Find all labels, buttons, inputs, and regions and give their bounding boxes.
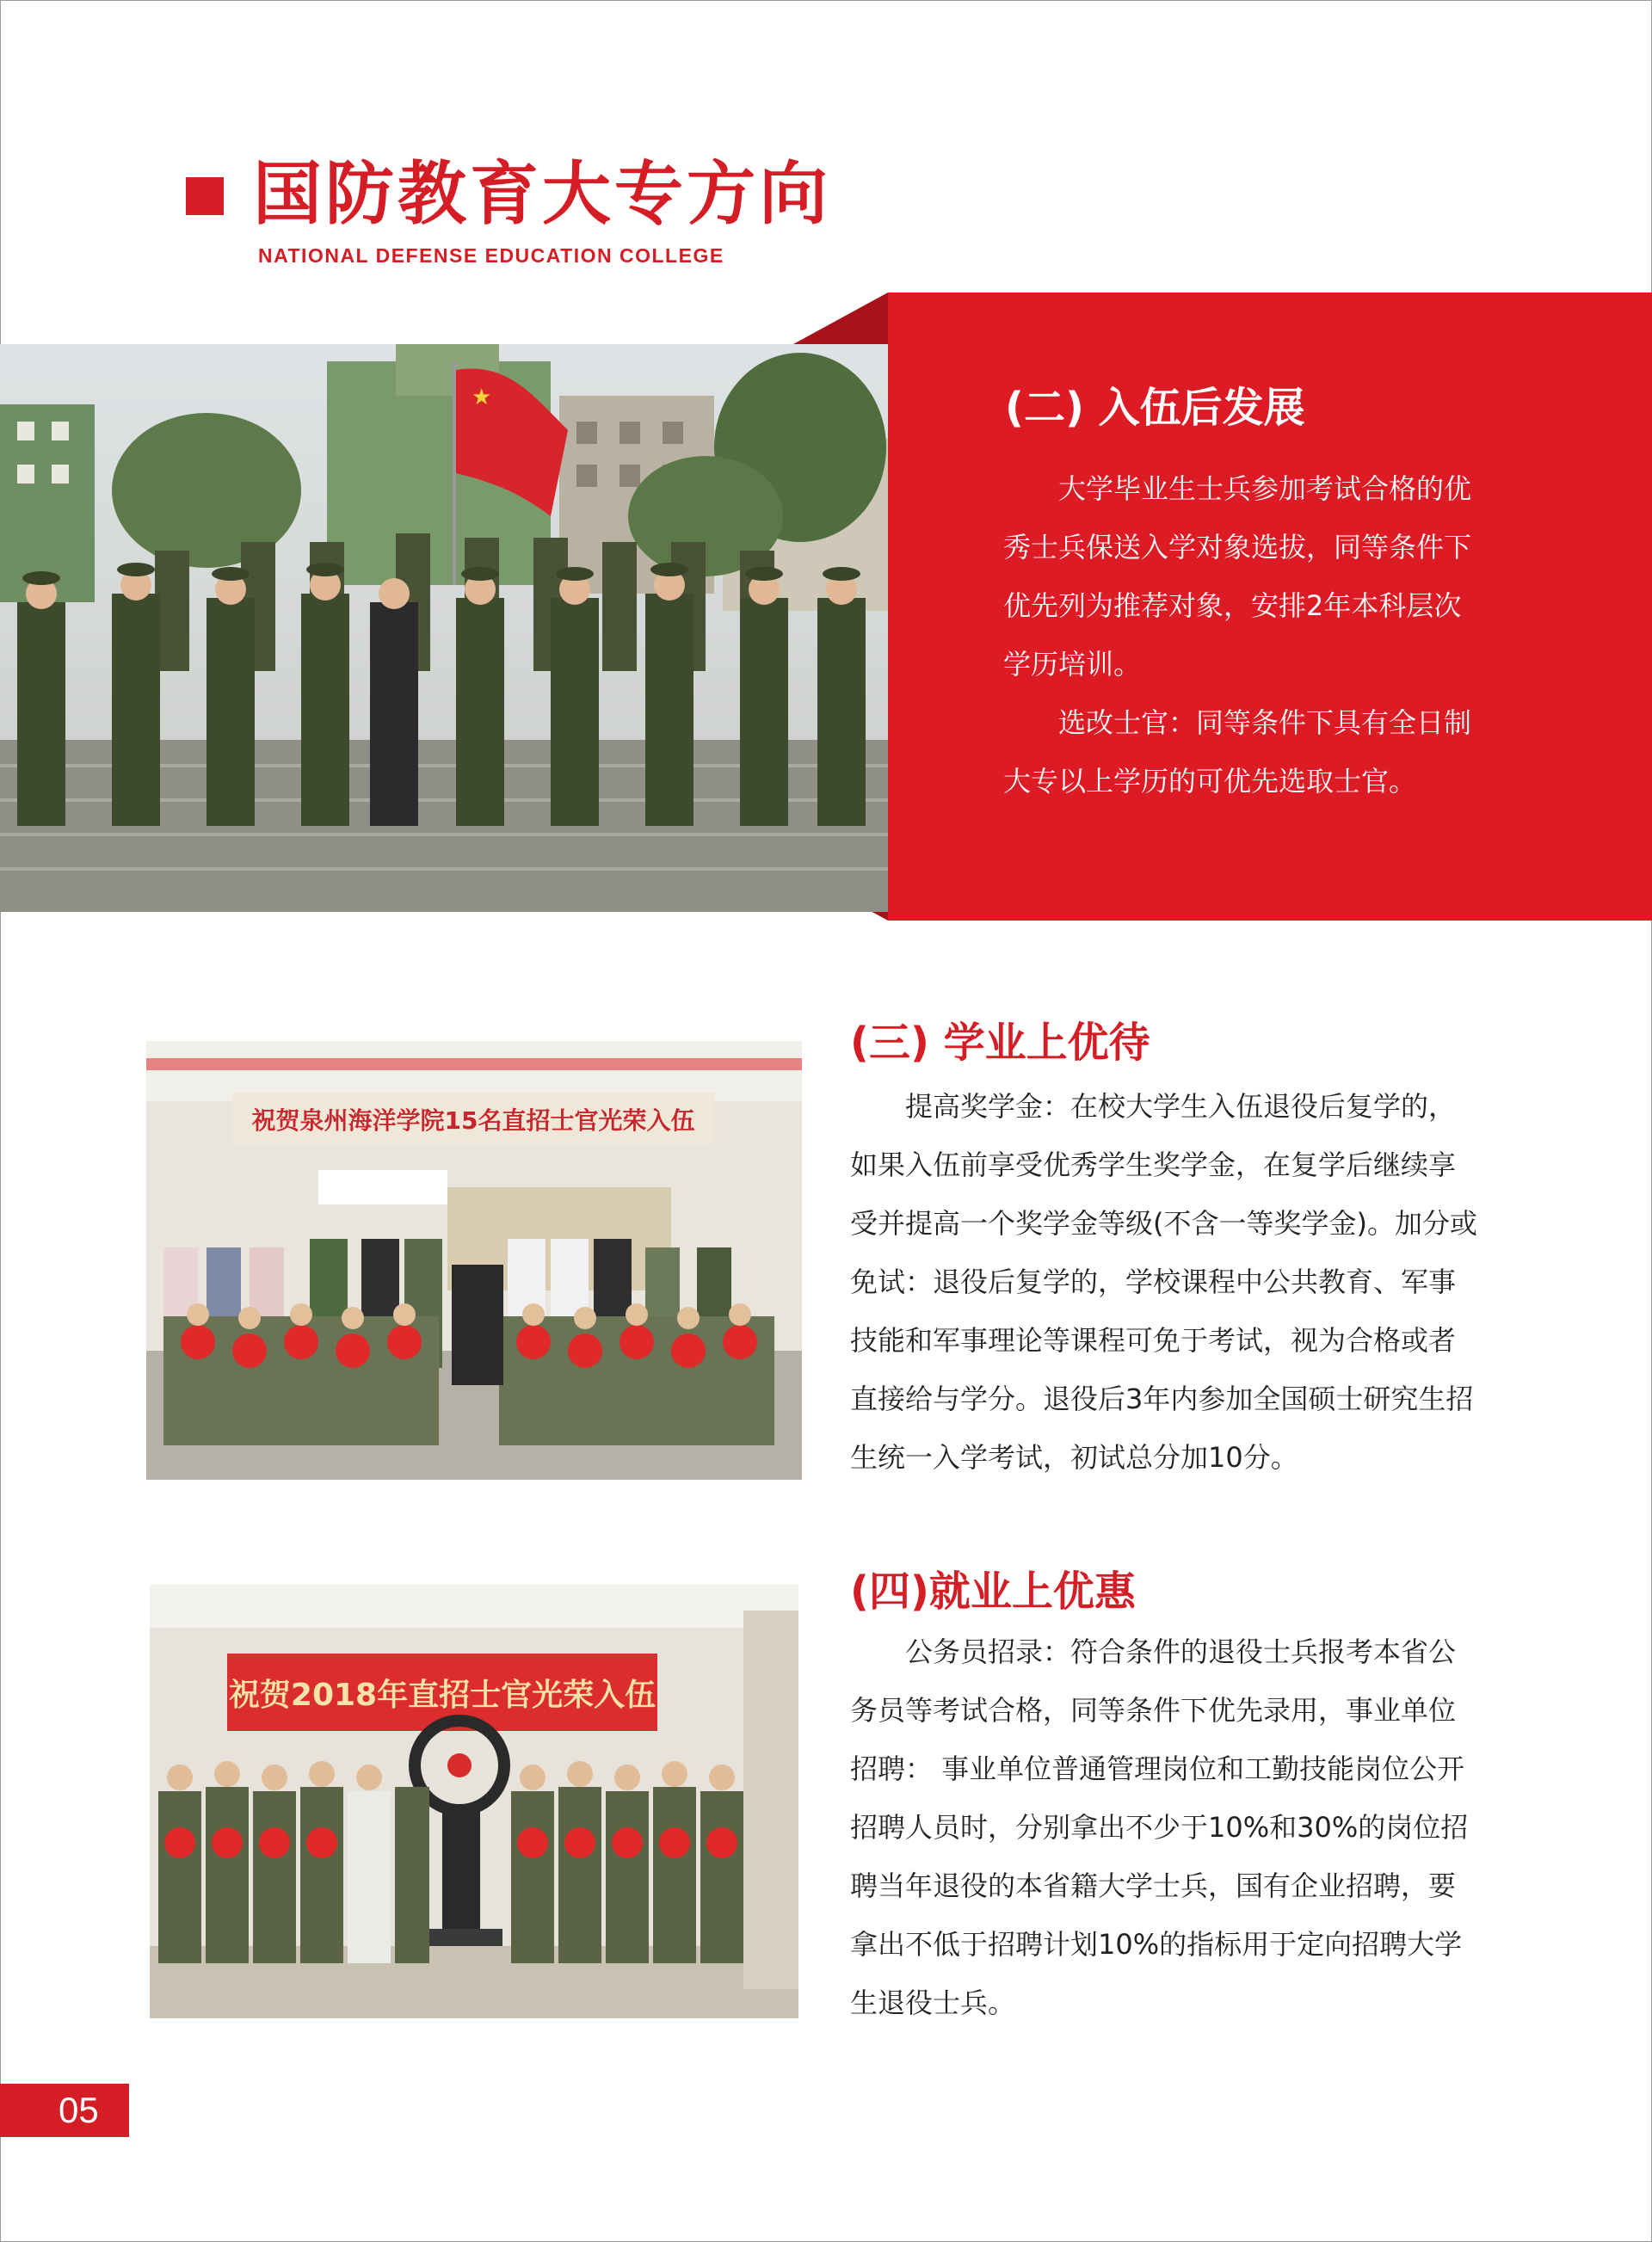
section-4-line: 聘当年退役的本省籍大学士兵，国有企业招聘，要 — [850, 1869, 1457, 1902]
page-subtitle: NATIONAL DEFENSE EDUCATION COLLEGE — [258, 244, 724, 267]
section-4-line: 招聘人员时，分别拿出不少于10%和30%的岗位招 — [850, 1811, 1469, 1844]
section-3-line: 免试：退役后复学的，学校课程中公共教育、军事 — [850, 1266, 1457, 1298]
page-title: 国防教育大专方向 — [253, 154, 831, 234]
section-4-line: 务员等考试合格，同等条件下优先录用，事业单位 — [850, 1694, 1457, 1727]
svg-text:★: ★ — [472, 385, 492, 410]
section-3-body — [850, 1077, 1477, 1487]
section-3-line: 直接给与学分。退役后3年内参加全国硕士研究生招 — [850, 1383, 1474, 1415]
section-2-line: 秀士兵保送入学对象选拔，同等条件下 — [1003, 531, 1472, 564]
ceremony-banner-2018-text: 祝贺2018年直招士官光荣入伍 — [228, 1678, 656, 1713]
section-4-line: 生退役士兵。 — [850, 1986, 1016, 2019]
sergeant-enlistment-photo — [150, 1585, 798, 2018]
section-2-line: 选改士官：同等条件下具有全日制 — [1058, 706, 1472, 739]
section-4-heading: (四)就业上优惠 — [850, 1568, 1136, 1616]
section-3-line: 生统一入学考试，初试总分加10分。 — [850, 1441, 1298, 1474]
section-4-line: 公务员招录：符合条件的退役士兵报考本省公 — [905, 1635, 1457, 1668]
section-2-line: 大专以上学历的可优先选取士官。 — [1003, 765, 1417, 798]
soldiers-group-photo — [0, 344, 888, 912]
section-3-heading: (三) 学业上优待 — [850, 1019, 1150, 1067]
section-2-line: 学历培训。 — [1003, 648, 1142, 681]
section-2-line: 优先列为推荐对象，安排2年本科层次 — [1003, 589, 1462, 622]
section-3-line: 技能和军事理论等课程可免于考试，视为合格或者 — [850, 1324, 1457, 1357]
enlistment-ceremony-photo — [146, 1041, 802, 1480]
page-number: 05 — [59, 2090, 99, 2130]
section-2-heading: (二) 入伍后发展 — [1005, 384, 1305, 432]
section-4-line: 拿出不低于招聘计划10%的指标用于定向招聘大学 — [850, 1928, 1463, 1961]
band-fold-top — [793, 293, 888, 344]
section-3-line: 提高奖学金：在校大学生入伍退役后复学的， — [905, 1090, 1457, 1123]
section-3-line: 受并提高一个奖学金等级(不含一等奖学金)。加分或 — [850, 1207, 1477, 1240]
section-2-body — [1003, 459, 1471, 810]
section-3-line: 如果入伍前享受优秀学生奖学金，在复学后继续享 — [850, 1149, 1457, 1181]
section-4-line: 招聘： 事业单位普通管理岗位和工勤技能岗位公开 — [850, 1752, 1465, 1785]
ceremony-banner-text: 祝贺泉州海洋学院15名直招士官光荣入伍 — [251, 1106, 695, 1135]
section-2-line: 大学毕业生士兵参加考试合格的优 — [1058, 472, 1472, 505]
title-square-icon — [186, 177, 224, 215]
section-4-body — [850, 1623, 1468, 2032]
